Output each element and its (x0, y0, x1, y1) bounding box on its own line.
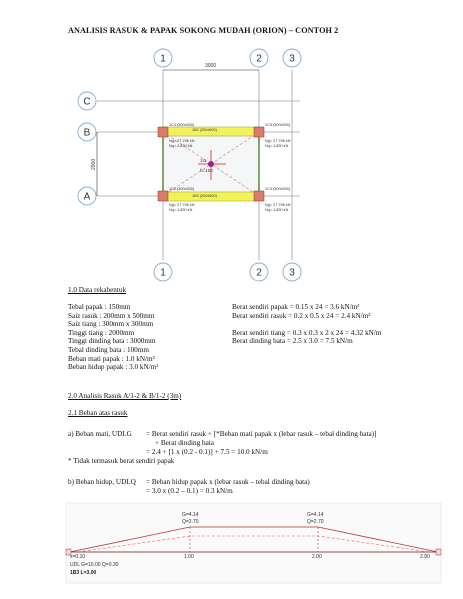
beam-caption: 1B3 L=3.00 (70, 570, 97, 576)
column-1c4 (158, 127, 168, 137)
load-diagram-frame (66, 503, 441, 583)
design-data-item: Tebal dinding bata : 100mm (68, 345, 149, 354)
column-load-q-1c5: Nq= 4.830 kN (265, 144, 289, 148)
load-calc-item: Berat sendiri rasuk = 0.2 x 0.5 x 24 = 2.4 kN/m² (232, 311, 371, 320)
design-data-item: Tinggi tiang : 2000mm (68, 328, 135, 337)
support-right (436, 549, 441, 555)
dim-top-label: 3000 (205, 63, 217, 69)
load-calc-item: Berat sendiri tiang = 0.3 x 0.3 x 2 x 24 = 4.32 kN/m (232, 328, 382, 337)
peak-label-g-1: G=4.14 (182, 512, 199, 518)
column-load-g-1c2: Ng= 27.796 kN (169, 203, 195, 207)
design-data-item: Saiz rasuk : 200mm x 500mm (68, 311, 155, 320)
peak-label-g-2: G=4.14 (307, 512, 324, 518)
grid-label-c: C (83, 96, 91, 108)
column-label-1c4: 1C4 (300x300) (169, 123, 195, 127)
section-2-1-heading: 2.1 Beban atas rasuk (68, 409, 128, 417)
column-1c2 (158, 191, 168, 201)
grid-label-1-bottom: 1 (160, 267, 166, 279)
grid-label-2-bottom: 2 (256, 267, 262, 279)
note-text: * Tidak termasuk berat sendiri papak (68, 457, 175, 465)
x-label-2: 2.00 (312, 554, 322, 560)
grid-label-a: A (83, 191, 91, 203)
column-load-q-1c2: Nq= 4.830 kN (169, 208, 193, 212)
peak-label-q-2: Q=2.70 (307, 519, 324, 525)
grid-label-3-top: 3 (289, 53, 295, 65)
slab-id-label: 1I1 (200, 158, 207, 163)
beam-load-diagram (0, 500, 463, 599)
live-load-label: b) Beban hidup, UDLQ (68, 478, 136, 486)
beam-label-1b2: 1B2 (200x500) (192, 128, 217, 132)
peak-label-q-1: Q=2.70 (182, 519, 199, 525)
live-load-eq-2: = 3.0 x (0.2 – 0.1) = 0.3 kN/m (146, 487, 233, 495)
design-data-item: Tinggi dinding bata : 3000mm (68, 337, 156, 346)
live-load-eq-1: = Beban hidup papak x (lebar rasuk – tebal dinding bata) (146, 478, 310, 486)
column-load-g-1c3: Ng= 27.796 kN (265, 203, 291, 207)
grid-label-1-top: 1 (160, 53, 166, 65)
dead-load-label: a) Beban mati, UDLG (68, 430, 132, 438)
dead-load-eq-1: = Berat sendiri rasuk + [*Beban mati papak x (lebar rasuk – tebal dinding bata)] (146, 430, 377, 438)
udl-label: UDL G=10.00 Q=0.30 (70, 562, 119, 568)
section-1-heading: 1.0 Data rekabentuk (68, 286, 127, 294)
column-label-1c3: 1C3 (300x300) (265, 187, 291, 191)
dead-load-eq-2: + Berat dinding bata (155, 439, 214, 447)
grid-label-3-bottom: 3 (289, 267, 295, 279)
x-label-1: 1.00 (184, 554, 194, 560)
x-label-start: x=0.10 (70, 554, 86, 560)
grid-label-b: B (83, 127, 91, 139)
design-data-item: Beban mati papak : 1.0 kN/m² (68, 354, 155, 363)
load-calc-item: Berat sendiri papak = 0.15 x 24 = 3.6 kN/m² (232, 303, 360, 311)
page-title: ANALISIS RASUK & PAPAK SOKONG MUDAH (ORION) – CONTOH 2 (68, 26, 339, 35)
beam-label-1b3: 1B3 (200x500) (192, 194, 217, 198)
dead-load-eq-3: = 2.4 + [1 x (0.2 - 0.1)] + 7.5 = 10.0 kN/m (146, 448, 268, 456)
dim-left-label: 2000 (91, 158, 97, 170)
x-label-end: 2.90 (420, 554, 430, 560)
design-data-left (68, 303, 158, 372)
column-load-q-1c3: Nq= 4.830 kN (265, 208, 289, 212)
design-data-item: Saiz tiang : 300mm x 300mm (68, 320, 154, 329)
column-label-1c2: 1C2 (300x300) (169, 187, 195, 191)
floor-plan-diagram (0, 0, 463, 290)
design-data-right (232, 303, 381, 346)
design-data-item: Tebal papak : 150mm (68, 303, 131, 311)
load-calc-item: Berat dinding bata = 2.5 x 3.0 = 7.5 kN/m (232, 337, 353, 346)
grid-label-2-top: 2 (256, 53, 262, 65)
column-load-g-1c4: Ng= 27.796 kN (169, 139, 195, 143)
slab-thickness-label: h=150 (200, 168, 213, 173)
column-1c3 (254, 191, 264, 201)
slab-center-marker (208, 161, 214, 167)
design-data-item: Beban hidup papak : 3.0 kN/m² (68, 363, 159, 372)
column-1c5 (254, 127, 264, 137)
column-load-g-1c5: Ng= 27.796 kN (265, 139, 291, 143)
column-load-q-1c4: Nq= 4.830 kN (169, 144, 193, 148)
section-2-heading: 2.0 Analisis Rasuk A/1-2 & B/1-2 (3m) (68, 392, 182, 400)
column-label-1c5: 1C5 (300x300) (265, 123, 291, 127)
